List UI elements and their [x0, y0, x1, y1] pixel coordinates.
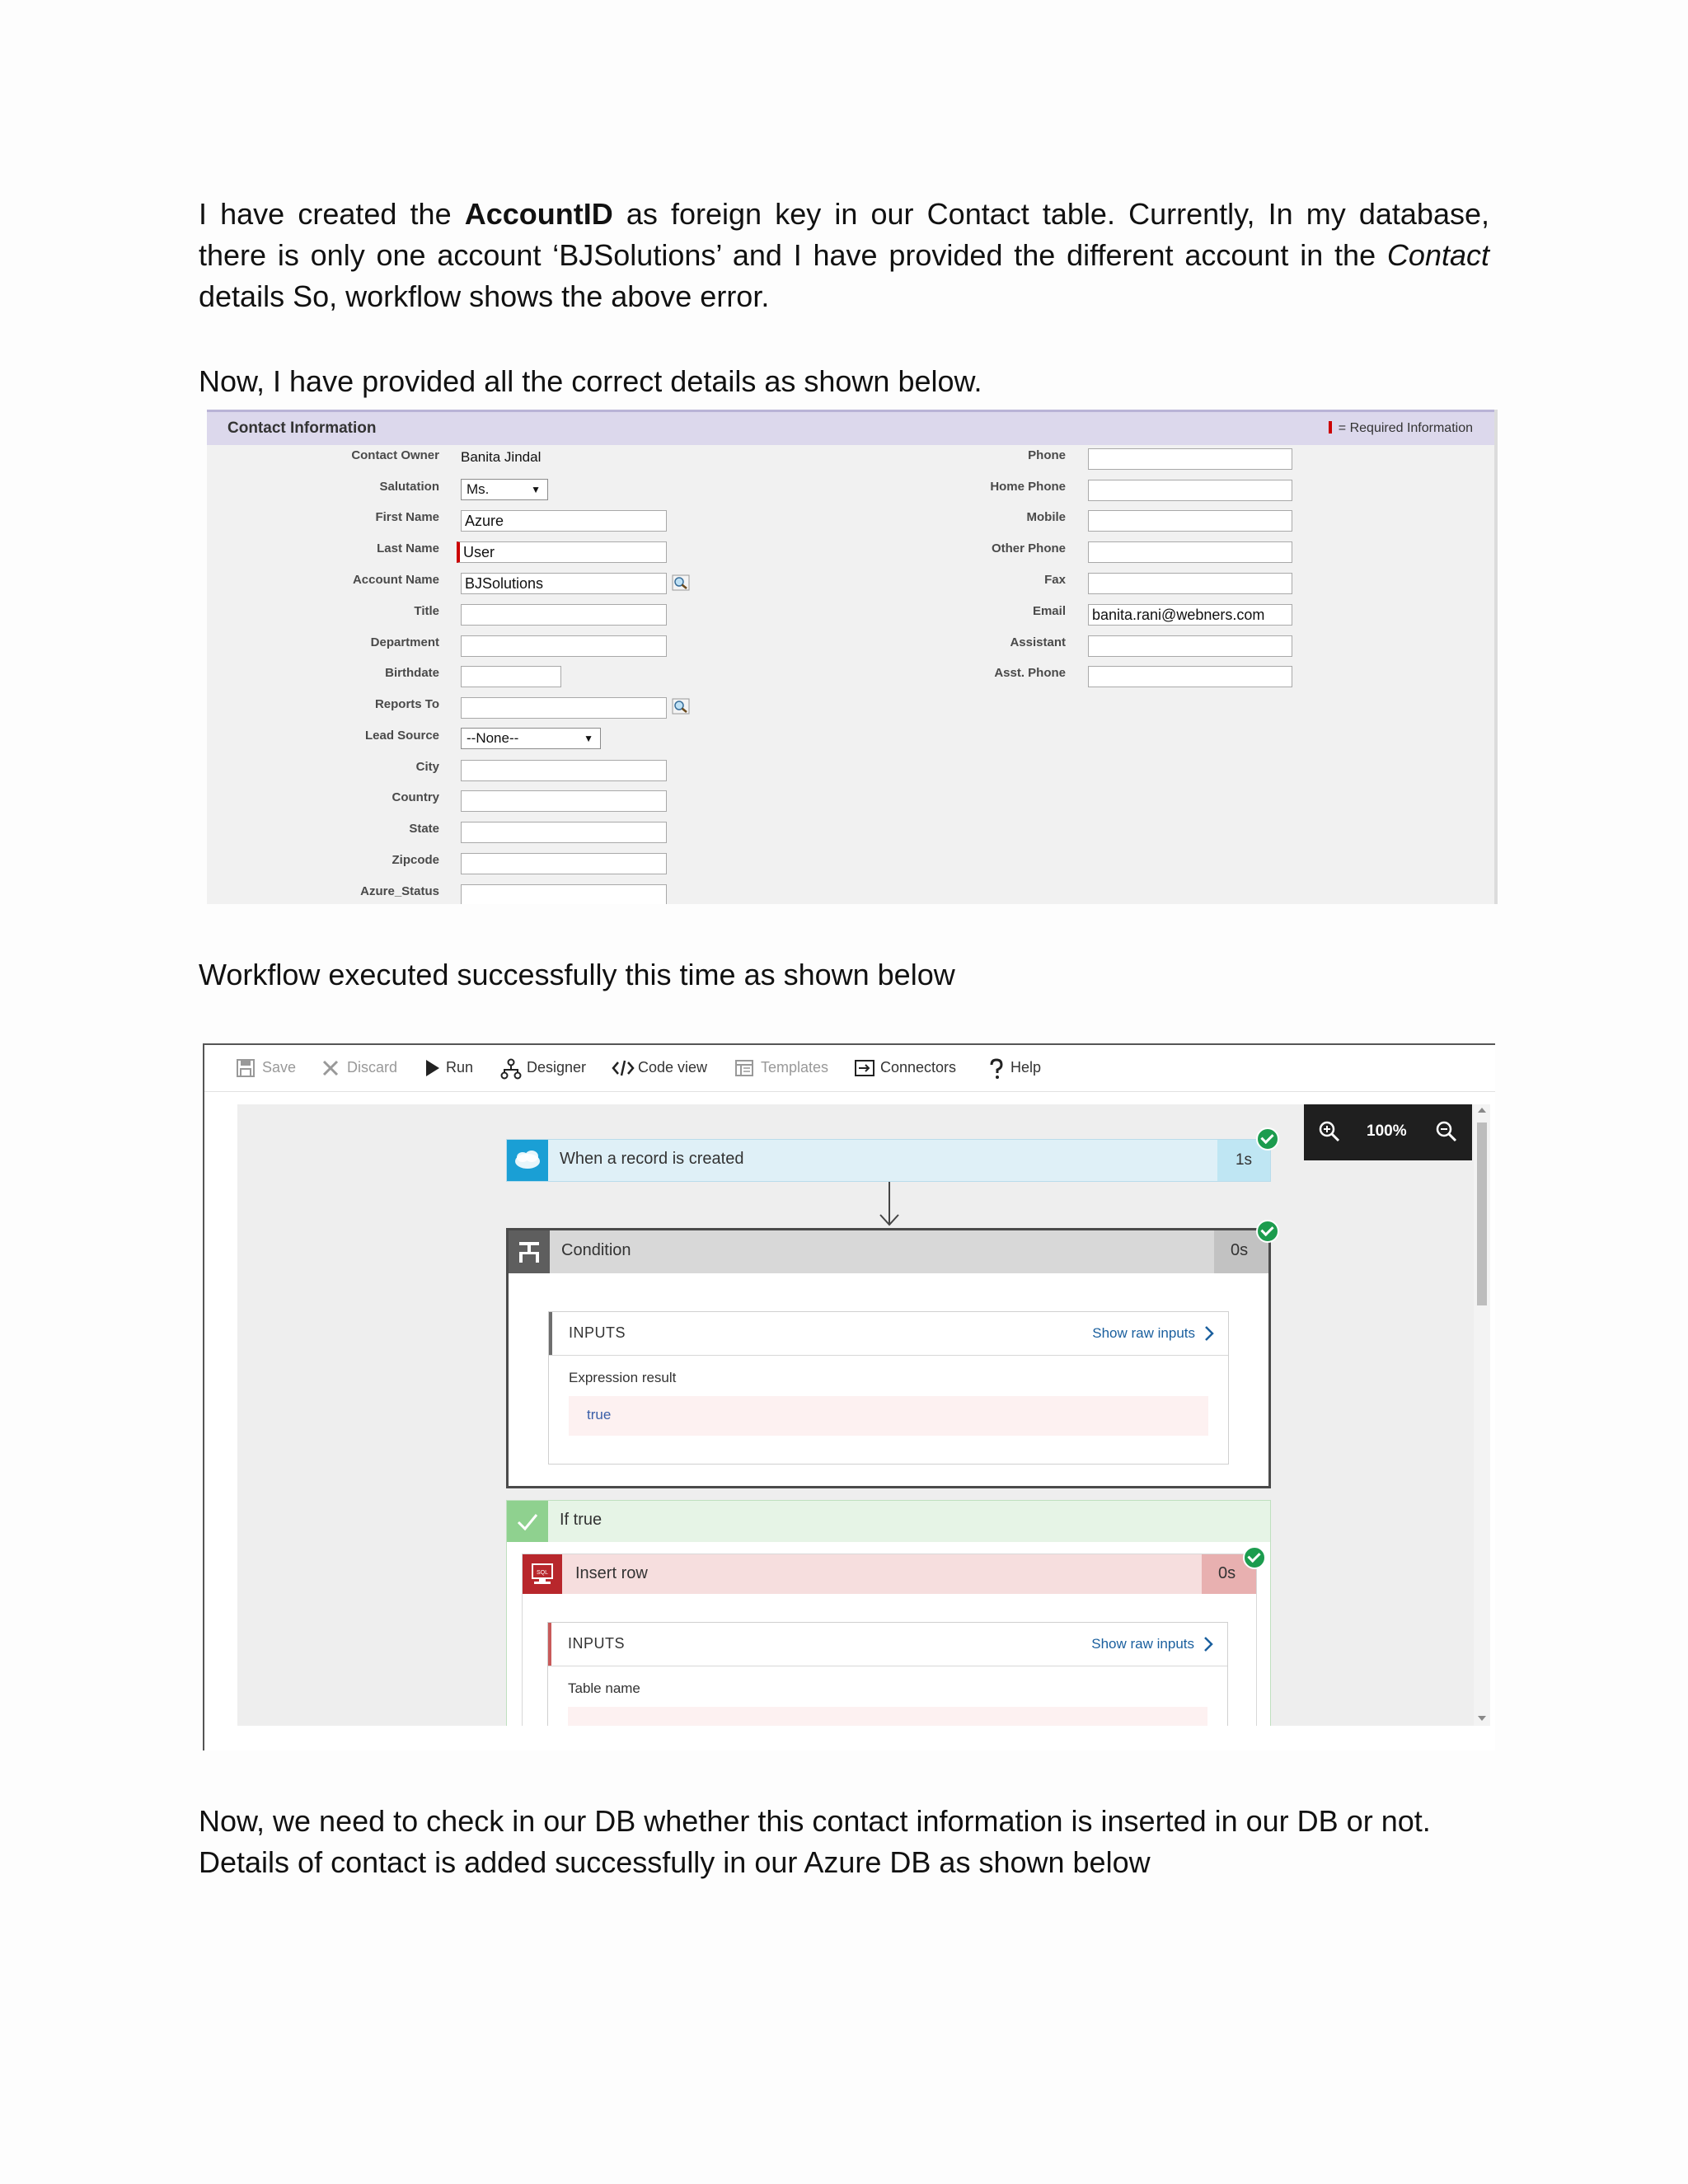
intro-paragraph	[199, 194, 1489, 317]
if-true-header	[507, 1501, 1270, 1542]
scroll-up-icon[interactable]	[1477, 1106, 1487, 1114]
save-icon	[236, 1058, 256, 1078]
zoom-control	[1304, 1104, 1472, 1160]
condition-header	[509, 1230, 1268, 1273]
templates-button[interactable]	[734, 1057, 837, 1078]
condition-inputs-panel	[548, 1311, 1229, 1465]
insert-row-card[interactable]	[522, 1554, 1257, 1726]
designer-icon	[500, 1058, 522, 1080]
label-account-name: Account Name	[352, 573, 439, 587]
first-name-input[interactable]: Azure	[461, 510, 667, 532]
if-true-title: If true	[560, 1511, 603, 1529]
label-birthdate: Birthdate	[385, 666, 439, 680]
condition-duration: 0s	[1231, 1241, 1249, 1259]
lookup-icon[interactable]	[672, 574, 690, 591]
chevron-right-icon[interactable]	[1203, 1634, 1214, 1654]
intro-text-a: I have created the	[199, 197, 465, 231]
dropdown-arrow-icon: ▼	[531, 484, 541, 495]
flow-arrow-icon	[877, 1182, 902, 1228]
scrollbar-thumb[interactable]	[1477, 1122, 1487, 1305]
designer-canvas	[237, 1104, 1490, 1726]
label-azure-status: Azure_Status	[360, 884, 439, 898]
run-button[interactable]	[423, 1057, 481, 1078]
discard-button[interactable]	[321, 1057, 403, 1078]
help-button[interactable]	[987, 1057, 1053, 1078]
intro-text-b: as foreign key in our Contact table. Currently, In my database, there is only one account ‘BJSolutions’ and I have provided the different account in the	[199, 197, 1489, 272]
outro-paragraph-2: Details of contact is added successfully in our Azure DB as shown below	[199, 1845, 1151, 1879]
intro-bold-accountid: AccountID	[464, 197, 613, 231]
dropdown-arrow-icon: ▼	[584, 733, 593, 744]
required-info-note	[1329, 421, 1473, 436]
designer-toolbar	[204, 1045, 1495, 1092]
condition-card[interactable]	[506, 1228, 1271, 1488]
designer-label: Designer	[527, 1059, 587, 1076]
label-other-phone: Other Phone	[991, 541, 1066, 555]
sql-database-icon	[523, 1554, 562, 1594]
outro-paragraph-1: Now, we need to check in our DB whether this contact information is inserted in our DB or not.	[199, 1804, 1431, 1838]
if-true-branch[interactable]	[506, 1500, 1271, 1726]
department-input[interactable]	[461, 635, 667, 657]
scroll-down-icon[interactable]	[1477, 1714, 1487, 1722]
expression-result-value: true	[587, 1407, 612, 1422]
connectors-icon	[854, 1058, 875, 1078]
lead-source-value: --None--	[467, 730, 519, 746]
label-home-phone: Home Phone	[990, 480, 1066, 494]
connectors-label: Connectors	[880, 1059, 957, 1076]
required-info-text: = Required Information	[1338, 421, 1473, 435]
salutation-select[interactable]	[461, 479, 548, 500]
chevron-right-icon[interactable]	[1203, 1324, 1215, 1343]
label-phone: Phone	[1028, 448, 1066, 462]
label-fax: Fax	[1044, 573, 1066, 587]
fax-input[interactable]	[1088, 573, 1292, 594]
inputs-accent	[548, 1623, 551, 1666]
inputs-header	[548, 1623, 1227, 1666]
svg-text:SQL: SQL	[536, 1570, 549, 1576]
inputs-accent	[549, 1312, 552, 1355]
run-label: Run	[446, 1059, 474, 1076]
condition-icon	[509, 1230, 550, 1273]
insert-inputs-panel	[547, 1622, 1228, 1726]
reports-to-input[interactable]	[461, 697, 667, 719]
label-reports-to: Reports To	[374, 697, 439, 711]
label-state: State	[409, 822, 439, 836]
required-marker	[1329, 421, 1332, 434]
label-first-name: First Name	[375, 510, 439, 524]
email-input[interactable]: banita.rani@webners.com	[1088, 604, 1292, 626]
discard-label: Discard	[347, 1059, 398, 1076]
contact-owner-value: Banita Jindal	[461, 449, 542, 465]
trigger-duration: 1s	[1217, 1140, 1270, 1181]
lookup-icon[interactable]	[672, 698, 690, 715]
mid-paragraph: Workflow executed successfully this time as shown below	[199, 958, 955, 991]
contact-info-header	[207, 410, 1494, 445]
label-salutation: Salutation	[379, 480, 439, 494]
label-title: Title	[414, 604, 439, 618]
play-icon	[423, 1058, 441, 1078]
intro-text-c: details So, workflow shows the above error.	[199, 279, 770, 313]
success-check-icon	[1243, 1546, 1266, 1569]
inputs-title: INPUTS	[568, 1635, 626, 1652]
azure-status-input[interactable]	[461, 884, 667, 904]
label-contact-owner: Contact Owner	[351, 448, 439, 462]
table-name-label: Table name	[568, 1680, 640, 1696]
asst-phone-input[interactable]	[1088, 666, 1292, 687]
assistant-input[interactable]	[1088, 635, 1292, 657]
templates-icon	[734, 1058, 754, 1078]
trigger-title: When a record is created	[560, 1150, 744, 1168]
mobile-input[interactable]	[1088, 510, 1292, 532]
salesforce-icon	[507, 1140, 548, 1181]
success-check-icon	[1256, 1127, 1279, 1151]
save-label: Save	[262, 1059, 297, 1076]
zoom-out-icon[interactable]	[1434, 1119, 1459, 1144]
save-button[interactable]	[236, 1057, 302, 1078]
label-zipcode: Zipcode	[392, 853, 439, 867]
label-asst-phone: Asst. Phone	[994, 666, 1066, 680]
inputs-title: INPUTS	[569, 1324, 626, 1341]
lead-source-select[interactable]	[461, 728, 601, 749]
label-country: Country	[392, 790, 439, 804]
connectors-button[interactable]	[854, 1057, 969, 1078]
insert-row-title: Insert row	[575, 1564, 648, 1582]
logic-app-designer-screenshot	[203, 1043, 1495, 1750]
zipcode-input[interactable]	[461, 853, 667, 874]
label-lead-source: Lead Source	[364, 729, 439, 743]
label-email: Email	[1032, 604, 1066, 618]
code-view-button[interactable]	[612, 1057, 714, 1078]
insert-duration: 0s	[1218, 1564, 1236, 1582]
home-phone-input[interactable]	[1088, 480, 1292, 501]
code-view-label: Code view	[638, 1059, 708, 1076]
label-last-name: Last Name	[377, 541, 439, 555]
intro-paragraph-2: Now, I have provided all the correct details as shown below.	[199, 364, 982, 398]
templates-label: Templates	[761, 1059, 829, 1076]
expression-result-label: Expression result	[569, 1370, 677, 1385]
title-input[interactable]	[461, 604, 667, 626]
zoom-in-icon[interactable]	[1317, 1119, 1342, 1144]
contact-info-title: Contact Information	[227, 419, 377, 437]
state-input[interactable]	[461, 822, 667, 843]
contact-information-screenshot	[207, 410, 1498, 904]
trigger-card[interactable]	[506, 1139, 1271, 1182]
checkmark-icon	[507, 1501, 548, 1542]
label-city: City	[415, 760, 439, 774]
birthdate-input[interactable]	[461, 666, 561, 687]
success-check-icon	[1256, 1220, 1279, 1243]
inputs-header	[549, 1312, 1228, 1356]
expression-result-value-box	[569, 1396, 1208, 1436]
label-mobile: Mobile	[1026, 510, 1066, 524]
last-name-input[interactable]: User	[457, 541, 667, 563]
insert-row-header	[523, 1554, 1256, 1594]
phone-input[interactable]	[1088, 448, 1292, 470]
table-name-value-box	[568, 1707, 1207, 1726]
show-raw-inputs-link[interactable]: Show raw inputs	[1091, 1636, 1194, 1652]
designer-button[interactable]	[500, 1057, 591, 1078]
close-icon	[321, 1058, 340, 1078]
account-name-input[interactable]: BJSolutions	[461, 573, 667, 594]
help-label: Help	[1010, 1059, 1042, 1076]
condition-title: Condition	[561, 1241, 631, 1259]
help-icon	[987, 1058, 1006, 1080]
zoom-level: 100%	[1367, 1122, 1407, 1140]
code-icon	[612, 1058, 635, 1078]
salutation-value: Ms.	[467, 481, 490, 497]
country-input[interactable]	[461, 790, 667, 812]
intro-italic-contact: Contact	[1386, 238, 1489, 272]
other-phone-input[interactable]	[1088, 541, 1292, 563]
label-assistant: Assistant	[1010, 635, 1066, 649]
label-department: Department	[370, 635, 439, 649]
show-raw-inputs-link[interactable]: Show raw inputs	[1092, 1325, 1195, 1341]
city-input[interactable]	[461, 760, 667, 781]
